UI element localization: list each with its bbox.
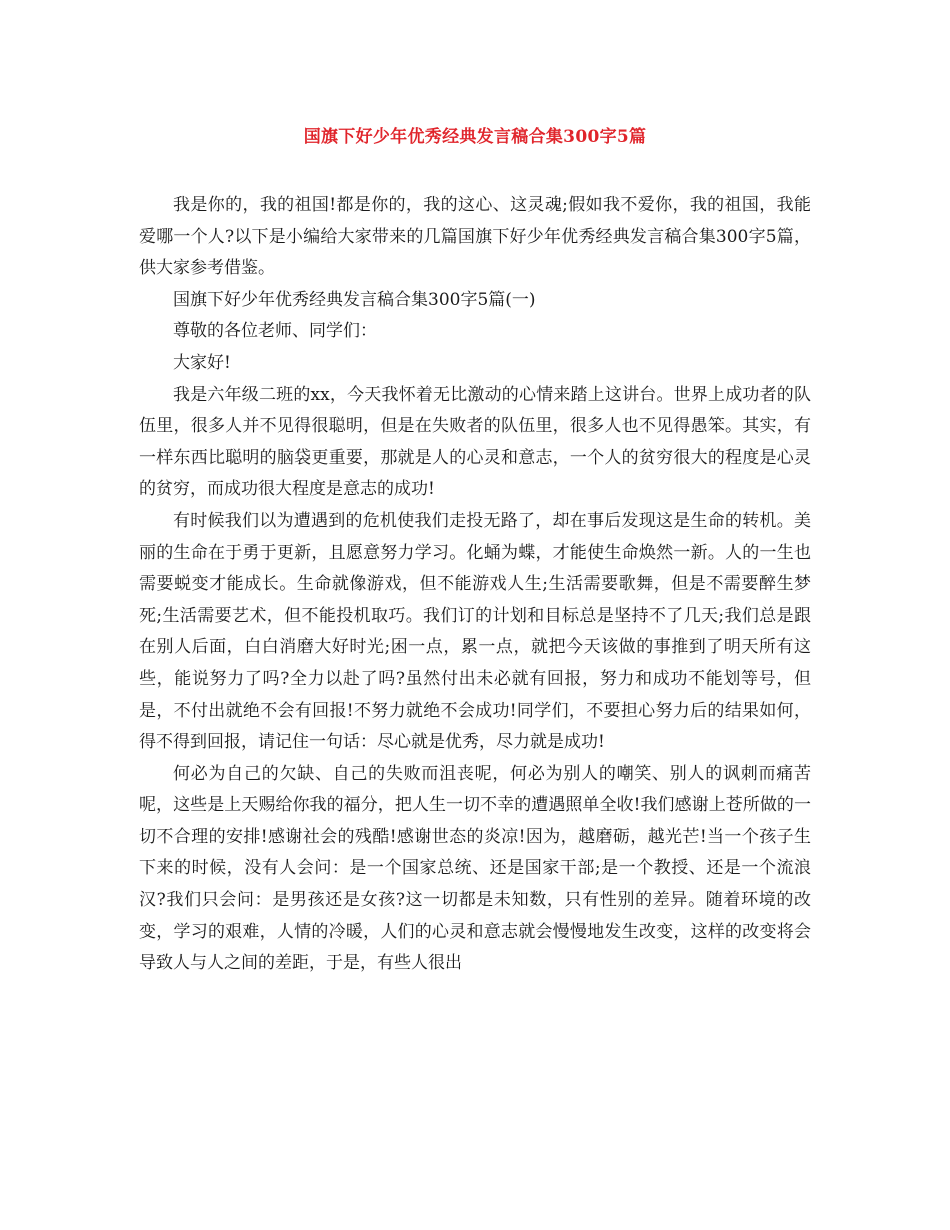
paragraph-body-3: 何必为自己的欠缺、自己的失败而沮丧呢，何必为别人的嘲笑、别人的讽刺而痛苦呢，这些是上天赐给你我的福分，把人生一切不幸的遭遇照单全收!我们感谢上苍所做的一切不合理的安排!感谢社会的残酷!感谢世态的炎凉!因为，越磨砺，越光芒!当一个孩子生下来的时候，没有人会问：是一个国家总统、还是国家干部;是一个教授、还是一个流浪汉?我们只会问：是男孩还是女孩?这一切都是未知数，只有性别的差异。随着环境的改变，学习的艰难，人情的冷暖，人们的心灵和意志就会慢慢地发生改变，这样的改变将会导致人与人之间的差距，于是，有些人很出 xyxy=(139,763,811,974)
paragraph-intro: 我是你的，我的祖国!都是你的，我的这心、这灵魂;假如我不爱你，我的祖国，我能爱哪一个人?以下是小编给大家带来的几篇国旗下好少年优秀经典发言稿合集300字5篇，供大家参考借鉴。 xyxy=(139,195,811,279)
paragraph-section-heading: 国旗下好少年优秀经典发言稿合集300字5篇(一) xyxy=(173,289,536,310)
document-title: 国旗下好少年优秀经典发言稿合集300字5篇 xyxy=(303,127,647,147)
paragraph-body-2: 有时候我们以为遭遇到的危机使我们走投无路了，却在事后发现这是生命的转机。美丽的生命在于勇于更新，且愿意努力学习。化蛹为蝶，才能使生命焕然一新。人的一生也需要蜕变才能成长。生命就像游戏，但不能游戏人生;生活需要歌舞，但是不需要醉生梦死;生活需要艺术，但不能投机取巧。我们订的计划和目标总是坚持不了几天;我们总是跟在别人后面，白白消磨大好时光;困一点，累一点，就把今天该做的事推到了明天所有这些，能说努力了吗?全力以赴了吗?虽然付出未必就有回报，努力和成功不能划等号，但是，不付出就绝不会有回报!不努力就绝不会成功!同学们，不要担心努力后的结果如何，得不得到回报，请记住一句话：尽心就是优秀，尽力就是成功! xyxy=(139,510,811,753)
paragraph-greeting: 大家好! xyxy=(173,352,231,373)
document-body xyxy=(139,190,811,980)
paragraph-salutation: 尊敬的各位老师、同学们： xyxy=(173,321,377,342)
paragraph-body-1: 我是六年级二班的xx，今天我怀着无比激动的心情来踏上这讲台。世界上成功者的队伍里，很多人并不见得很聪明，但是在失败者的队伍里，很多人也不见得愚笨。其实，有一样东西比聪明的脑袋更重要，那就是人的心灵和意志，一个人的贫穷很大的程度是心灵的贫穷，而成功很大程度是意志的成功! xyxy=(139,384,811,500)
